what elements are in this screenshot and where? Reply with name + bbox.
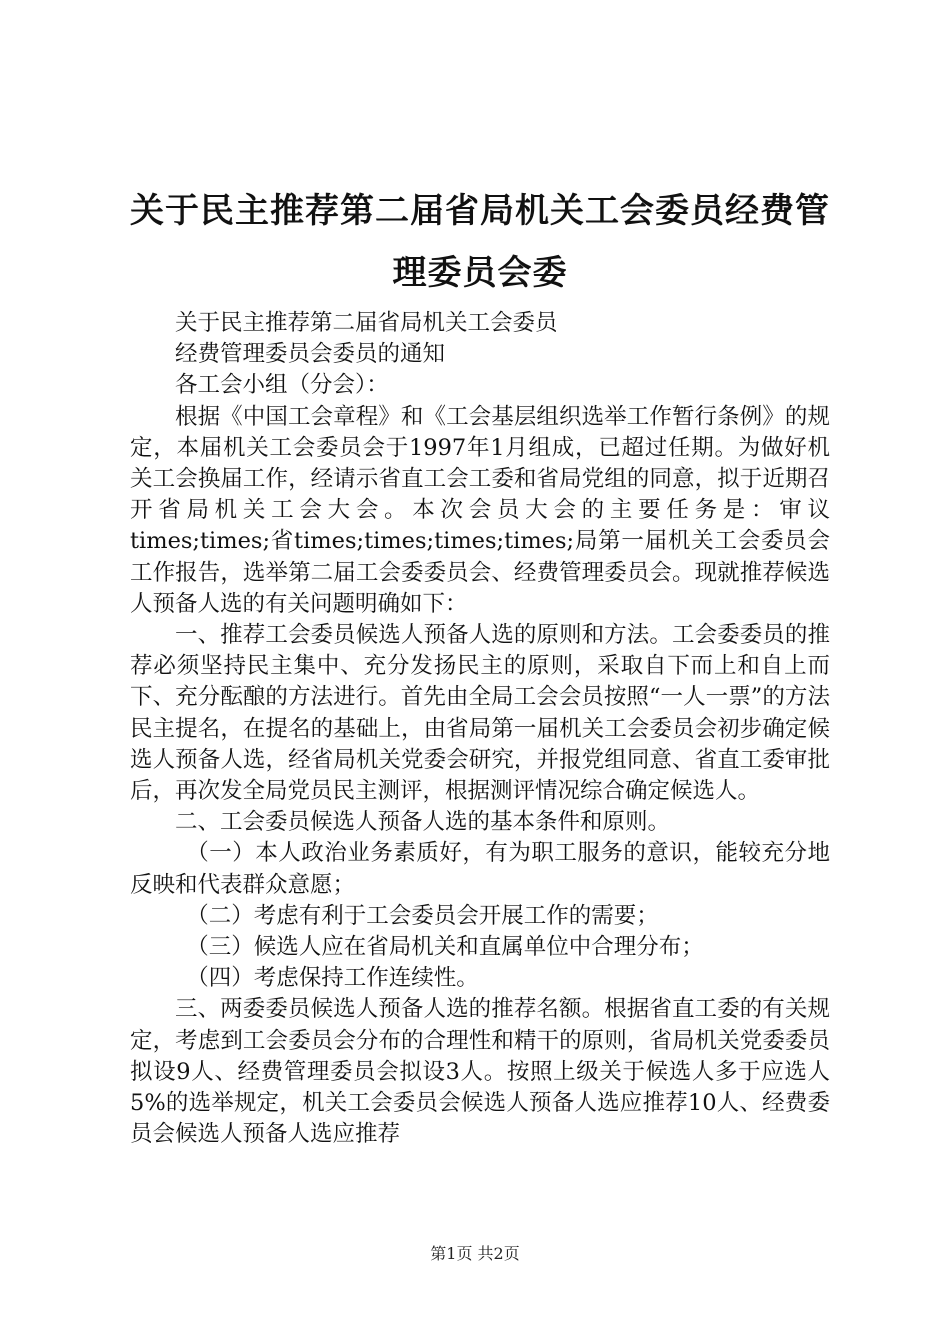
paragraph-section-2: 二、工会委员候选人预备人选的基本条件和原则。 — [175, 809, 671, 836]
list-item-3: （三）候选人应在省局机关和直属单位中合理分布； — [186, 934, 704, 961]
page-footer: 第1页 共2页 — [430, 1244, 520, 1263]
document-title: 关于民主推荐第二届省局机关工会委员经费管理委员会委 — [130, 191, 830, 293]
paragraph-section-3: 三、两委委员候选人预备人选的推荐名额。根据省直工委的有关规定，考虑到工会委员会分布的合理性和精干的原则，省局机关党委委员拟设9人、经费管理委员会拟设3人。按照上级关于候选人多于应选人5%的选举规定，机关工会委员会候选人预备人选应推荐10人、经费委员会候选人预备人选应推荐 — [130, 996, 830, 1148]
list-item-2: （二）考虑有利于工会委员会开展工作的需要； — [186, 902, 659, 929]
paragraph-intro: 根据《中国工会章程》和《工会基层组织选举工作暂行条例》的规定，本届机关工会委员会于1997年1月组成，已超过任期。为做好机关工会换届工作，经请示省直工会工委和省局党组的同意，拟于近期召开省局机关工会大会。本次会员大会的主要任务是：审议times;times;省times;times;times;times;局第一届机关工会委员会工作报告，选举第二届工会委委员会、经费管理委员会。现就推荐候选人预备人选的有关问题明确如下： — [130, 403, 830, 617]
document-body — [130, 308, 830, 1150]
document-page — [130, 180, 830, 1150]
paragraph-section-1: 一、推荐工会委员候选人预备人选的原则和方法。工会委委员的推荐必须坚持民主集中、充分发扬民主的原则，采取自下而上和自上而下、充分酝酿的方法进行。首先由全局工会会员按照“一人一票”的方法民主提名，在提名的基础上，由省局第一届机关工会委员会初步确定候选人预备人选，经省局机关党委会研究，并报党组同意、省直工委审批后，再次发全局党员民主测评，根据测评情况综合确定候选人。 — [130, 622, 830, 805]
list-item-1: （一）本人政治业务素质好，有为职工服务的意识，能较充分地反映和代表群众意愿； — [130, 840, 830, 898]
list-item-4: （四）考虑保持工作连续性。 — [186, 965, 479, 992]
heading-line-2: 经费管理委员会委员的通知 — [175, 341, 446, 368]
heading-line-1: 关于民主推荐第二届省局机关工会委员 — [175, 310, 558, 336]
salutation: 各工会小组（分会）： — [175, 372, 389, 399]
